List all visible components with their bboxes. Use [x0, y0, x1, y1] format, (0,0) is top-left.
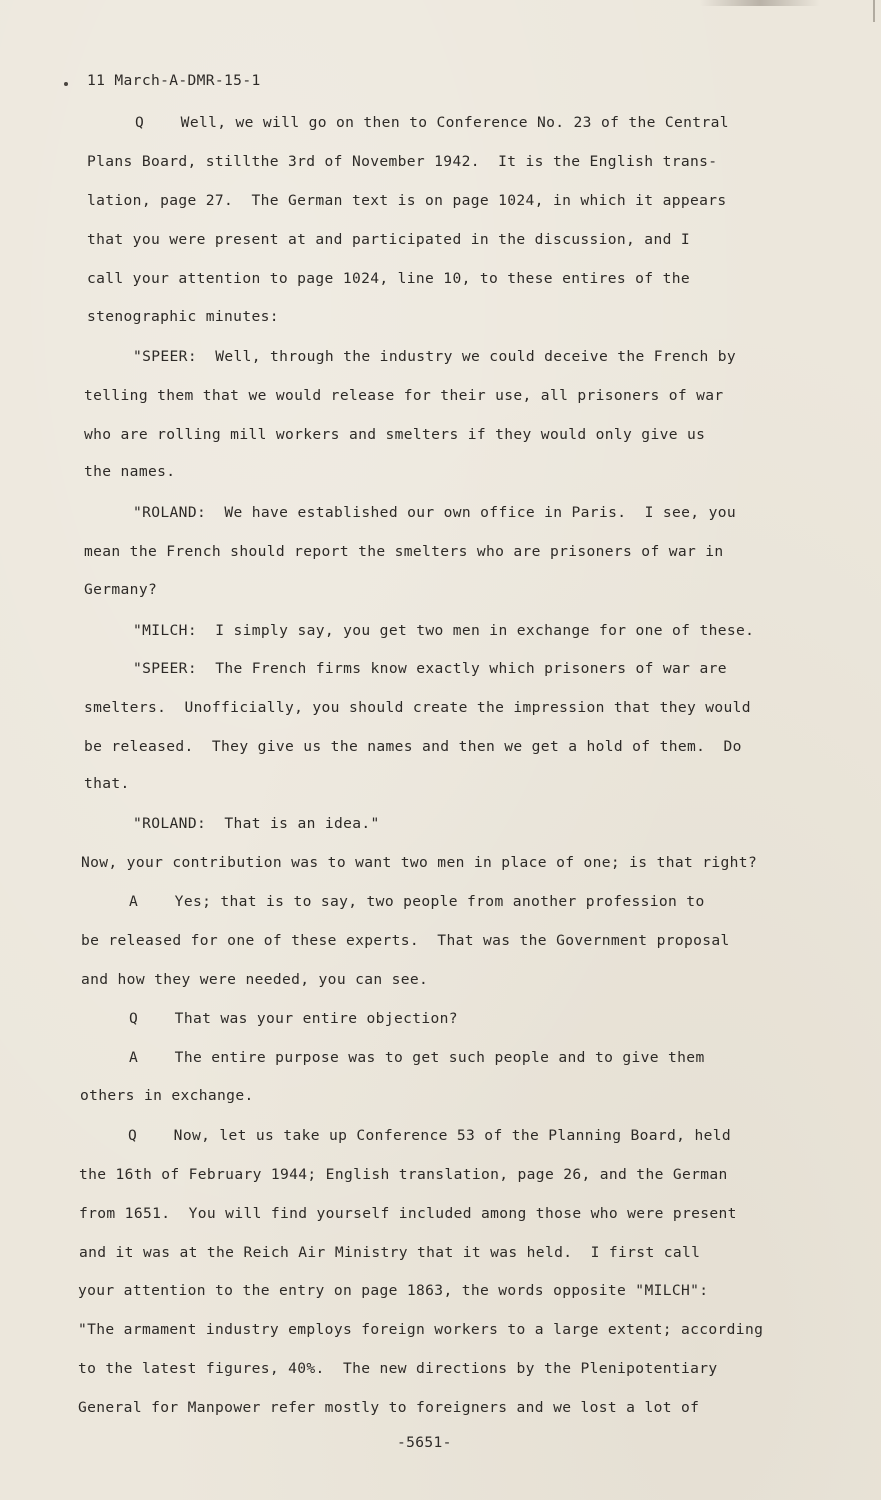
text-line: to the latest figures, 40%. The new directions by the Plenipotentiary: [78, 1360, 718, 1377]
text-line: who are rolling mill workers and smelters if they would only give us: [84, 426, 706, 443]
text-line: telling them that we would release for their use, all prisoners of war: [84, 387, 724, 404]
text-line: stenographic minutes:: [87, 308, 279, 325]
text-line: be released. They give us the names and then we get a hold of them. Do: [84, 738, 742, 755]
text-line: "SPEER: Well, through the industry we could deceive the French by: [133, 348, 736, 365]
text-line: and it was at the Reich Air Ministry that it was held. I first call: [79, 1244, 701, 1261]
text-line: Q Now, let us take up Conference 53 of the Planning Board, held: [128, 1127, 731, 1144]
text-line: "ROLAND: We have established our own office in Paris. I see, you: [133, 504, 736, 521]
text-line: your attention to the entry on page 1863, the words opposite "MILCH":: [78, 1282, 709, 1299]
text-line: smelters. Unofficially, you should create the impression that they would: [84, 699, 751, 716]
text-line: Q That was your entire objection?: [129, 1010, 458, 1027]
text-line: that.: [84, 775, 130, 792]
text-line: "MILCH: I simply say, you get two men in exchange for one of these.: [133, 622, 755, 639]
page-number: -5651-: [397, 1434, 452, 1451]
text-line: "ROLAND: That is an idea.": [133, 815, 380, 832]
text-line: from 1651. You will find yourself included among those who were present: [79, 1205, 737, 1222]
text-line: A Yes; that is to say, two people from another profession to: [129, 893, 705, 910]
document-header: 11 March-A-DMR-15-1: [87, 72, 261, 89]
text-line: others in exchange.: [80, 1087, 254, 1104]
text-line: mean the French should report the smelters who are prisoners of war in: [84, 543, 724, 560]
text-line: "The armament industry employs foreign workers to a large extent; according: [78, 1321, 764, 1338]
text-line: General for Manpower refer mostly to foreigners and we lost a lot of: [78, 1399, 700, 1416]
text-line: "SPEER: The French firms know exactly which prisoners of war are: [133, 660, 727, 677]
margin-dot: [64, 82, 68, 86]
page-edge-mark: [873, 0, 875, 22]
text-line: that you were present at and participated in the discussion, and I: [87, 231, 690, 248]
text-line: Now, your contribution was to want two men in place of one; is that right?: [81, 854, 758, 871]
text-line: lation, page 27. The German text is on page 1024, in which it appears: [87, 192, 727, 209]
text-line: be released for one of these experts. That was the Government proposal: [81, 932, 730, 949]
text-line: the 16th of February 1944; English translation, page 26, and the German: [79, 1166, 728, 1183]
text-line: the names.: [84, 463, 176, 480]
text-line: Plans Board, stillthe 3rd of November 1942. It is the English trans-: [87, 153, 718, 170]
text-line: and how they were needed, you can see.: [81, 971, 429, 988]
text-line: call your attention to page 1024, line 10, to these entires of the: [87, 270, 690, 287]
text-line: Q Well, we will go on then to Conference No. 23 of the Central: [135, 114, 729, 131]
page-edge-smudge: [700, 0, 820, 6]
text-line: Germany?: [84, 581, 158, 598]
text-line: A The entire purpose was to get such people and to give them: [129, 1049, 705, 1066]
